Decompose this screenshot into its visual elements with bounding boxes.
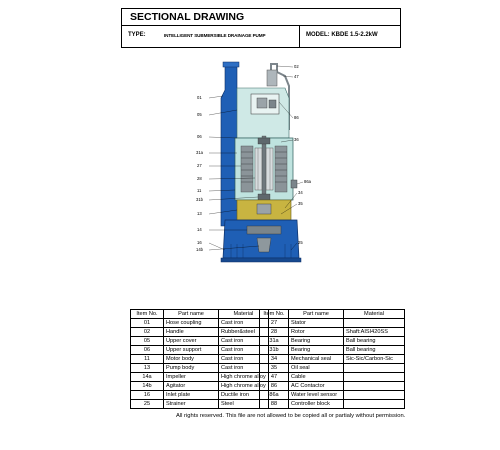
impeller [247, 226, 281, 234]
item-no: 14a [131, 373, 164, 382]
part-name: Motor body [164, 355, 219, 364]
column-header: Material [344, 310, 405, 319]
material [344, 382, 405, 391]
item-no: 01 [131, 319, 164, 328]
part-name: AC Contactor [289, 382, 344, 391]
item-no: 16 [131, 391, 164, 400]
material: Ductile iron [219, 391, 269, 400]
material: Shaft:AISI420SS [344, 328, 405, 337]
item-no: 05 [131, 337, 164, 346]
upper-bearing [258, 138, 270, 144]
pump-type-cell [122, 26, 300, 48]
item-no: 11 [131, 355, 164, 364]
mechanical-seal [257, 204, 271, 214]
part-name: Handle [164, 328, 219, 337]
item-no: 31a [260, 337, 289, 346]
material [344, 364, 405, 373]
material: Ball bearing [344, 346, 405, 355]
material [344, 373, 405, 382]
column-header: Item No. [260, 310, 289, 319]
part-name: Bearing [289, 337, 344, 346]
item-no: 88 [260, 400, 289, 409]
lower-bearing [258, 194, 270, 200]
part-name: Upper cover [164, 337, 219, 346]
part-name: Hose coupling [164, 319, 219, 328]
part-name: Controller block [289, 400, 344, 409]
part-name: Stator [289, 319, 344, 328]
stator-right [275, 146, 287, 192]
drawing-label: 31a [196, 150, 203, 155]
table-row [131, 319, 269, 328]
table-row [260, 373, 405, 382]
item-no: 28 [260, 328, 289, 337]
drawing-label: 25 [298, 240, 303, 245]
table-row [260, 382, 405, 391]
parts-table-left [130, 309, 269, 409]
material: Cast iron [219, 337, 269, 346]
material: Rubber&steel [219, 328, 269, 337]
header-title-row [122, 9, 400, 26]
material [344, 391, 405, 400]
part-name: Bearing [289, 346, 344, 355]
item-no: 06 [131, 346, 164, 355]
drawing-label: 27 [197, 163, 202, 168]
item-no: 27 [260, 319, 289, 328]
item-no: 35 [260, 364, 289, 373]
material: High chrome alloy [219, 382, 269, 391]
table-row [131, 400, 269, 409]
item-no: 86a [260, 391, 289, 400]
drawing-label: 31b [196, 197, 203, 202]
material: Sic-Sic/Carbon-Sic [344, 355, 405, 364]
item-no: 02 [131, 328, 164, 337]
material: Steel [219, 400, 269, 409]
table-row [260, 364, 405, 373]
part-name: Impeller [164, 373, 219, 382]
drawing-label: 14 [197, 227, 202, 232]
drawing-label: 02 [294, 64, 299, 69]
table-row [131, 391, 269, 400]
drawing-label: 86 [294, 115, 299, 120]
table-row [131, 364, 269, 373]
table-row [131, 355, 269, 364]
agitator [257, 238, 271, 252]
contactor-part [269, 100, 276, 108]
drawing-label: 11 [197, 188, 202, 193]
drawing-label: 06 [197, 134, 202, 139]
material [344, 400, 405, 409]
table-row [260, 400, 405, 409]
drawing-label: 28 [197, 176, 202, 181]
ac-contactor [257, 98, 267, 108]
part-name: Cable [289, 373, 344, 382]
drawing-label: 35 [298, 201, 303, 206]
item-no: 47 [260, 373, 289, 382]
drawing-label: 05 [197, 112, 202, 117]
table-row [131, 373, 269, 382]
part-name: Water level sensor [289, 391, 344, 400]
copyright-notice: All rights reserved. This file are not allowed to be copied all or partialy without permission. [176, 413, 406, 419]
stator-left [241, 146, 253, 192]
item-no: 86 [260, 382, 289, 391]
part-name: Agitator [164, 382, 219, 391]
type-value: INTELLIGENT SUBMERSIBLE DRAINAGE PUMP [164, 32, 266, 38]
drawing-label: 01 [197, 95, 202, 100]
part-name: Mechanical seal [289, 355, 344, 364]
column-header: Part name [164, 310, 219, 319]
inlet-plate [221, 258, 301, 262]
material: Cast iron [219, 346, 269, 355]
table-row [260, 319, 405, 328]
table-row [260, 346, 405, 355]
drawing-label: 13 [197, 211, 202, 216]
hose-coupling [223, 62, 239, 67]
material: Ball bearing [344, 337, 405, 346]
part-name: Inlet plate [164, 391, 219, 400]
handle [267, 70, 277, 86]
drawing-label: 34 [298, 190, 303, 195]
drawing-label: 14b [196, 247, 203, 252]
item-no: 14b [131, 382, 164, 391]
table-row [131, 337, 269, 346]
material [344, 319, 405, 328]
table-row [131, 346, 269, 355]
drawing-label: 16 [197, 240, 202, 245]
pump-sectional-drawing [185, 58, 325, 270]
part-name: Upper support [164, 346, 219, 355]
table-row [260, 328, 405, 337]
part-name: Strainer [164, 400, 219, 409]
drawing-label: 86a [304, 179, 311, 184]
item-no: 13 [131, 364, 164, 373]
material: Cast iron [219, 319, 269, 328]
header-info-row [122, 26, 400, 48]
page-title: SECTIONAL DRAWING [130, 11, 245, 23]
water-level-sensor [291, 180, 297, 188]
type-label: TYPE: [128, 32, 146, 38]
column-header: Material [219, 310, 269, 319]
material: Cast iron [219, 364, 269, 373]
table-row [131, 328, 269, 337]
table-row [260, 355, 405, 364]
part-name: Pump body [164, 364, 219, 373]
column-header: Item No. [131, 310, 164, 319]
part-name: Rotor [289, 328, 344, 337]
table-row [131, 382, 269, 391]
material: Cast iron [219, 355, 269, 364]
item-no: 34 [260, 355, 289, 364]
table-row [260, 391, 405, 400]
drawing-label: 36 [294, 137, 299, 142]
material: High chrome alloy [219, 373, 269, 382]
drawing-label: 47 [294, 74, 299, 79]
table-row [260, 337, 405, 346]
parts-table-right [259, 309, 405, 409]
model-label: MODEL: KBDE 1.5-2.2kW [306, 32, 378, 38]
header-box [121, 8, 401, 48]
item-no: 25 [131, 400, 164, 409]
item-no: 31b [260, 346, 289, 355]
column-header: Part name [289, 310, 344, 319]
part-name: Oil seal [289, 364, 344, 373]
